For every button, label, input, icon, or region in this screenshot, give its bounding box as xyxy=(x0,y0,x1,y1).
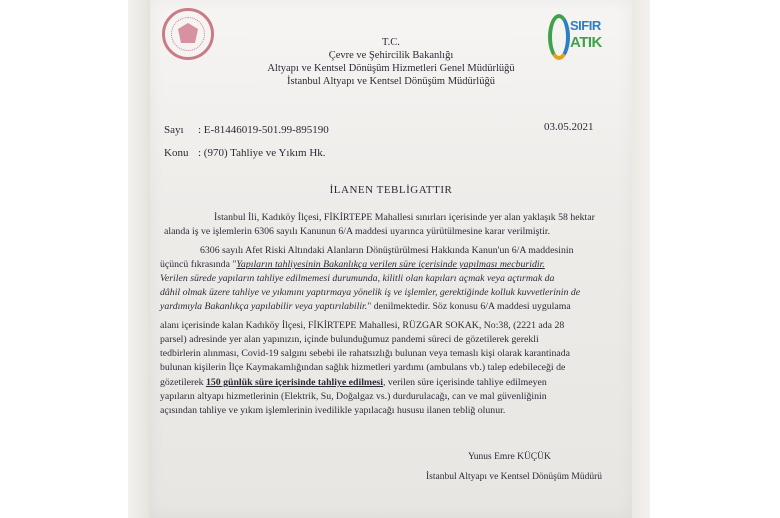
body-text: " denilmektedir. Söz konusu 6/A maddesi uygulama xyxy=(367,301,571,312)
body-line: açısından tahliye ve yıkım işlemlerinin ivedilikle yapılacağı hususu ilanen tebliğ olunur. xyxy=(160,405,506,416)
quoted-law-text: yardımıyla Bakanlıkça yapılabilir veya yaptırılabilir. xyxy=(160,301,368,312)
signatory-name: Yunus Emre KÜÇÜK xyxy=(468,452,551,462)
body-line: bulunan kişilerin İlçe Kaymakamlığından sağlık hizmetleri yardımı (ambulans vb.) talep edebileceği de xyxy=(160,362,566,373)
body-line: tedbirlerin alınması, Covid-19 salgını sebebi ile rahatsızlığı bulunan veya temaslı kişi olarak karantinada xyxy=(160,348,570,359)
body-line: İstanbul İli, Kadıköy İlçesi, FİKİRTEPE Mahallesi sınırları içerisinde yer alan yaklaşık 58 hektar xyxy=(214,212,595,223)
body-line: alanı içerisinde kalan Kadıköy İlçesi, FİKİRTEPE Mahallesi, RÜZGAR SOKAK, No:38, (2221 ada 28 xyxy=(160,320,565,331)
body-line: alanda iş ve işlemlerin 6306 sayılı Kanunun 6/A maddesi uyarınca yürütülmesine karar verilmiştir. xyxy=(164,226,551,237)
konu-value: : (970) Tahliye ve Yıkım Hk. xyxy=(198,147,326,159)
logo-text-bottom: ATIK xyxy=(570,34,602,51)
body-line xyxy=(160,377,547,388)
body-line: yapıların altyapı hizmetlerinin (Elektrik, Su, Doğalgaz vs.) durdurulacağı, can ve mal güvenliğinin xyxy=(160,391,547,402)
quoted-law-text: Yapıların tahliyesinin Bakanlıkça verilen süre içerisinde yapılması mecburidir. xyxy=(236,259,545,270)
header-line-2: Çevre ve Şehircilik Bakanlığı xyxy=(328,50,454,61)
header-line-3: Altyapı ve Kentsel Dönüşüm Hizmetleri Genel Müdürlüğü xyxy=(267,63,515,74)
body-line: Verilen sürede yapıların tahliye edilmemesi durumunda, kilitli olan kapıları açmak veya açtırmak da xyxy=(160,273,555,284)
logo-text-top: SIFIR xyxy=(570,18,601,33)
konu-label: Konu xyxy=(164,147,189,159)
body-line: dâhil olmak üzere tahliye ve yıkımını yaptırmaya yönelik iş ve işlemler, gerektiğinde kolluk kuvvetlerinin de xyxy=(160,287,581,298)
header-line-4: İstanbul Altyapı ve Kentsel Dönüşüm Müdürlüğü xyxy=(287,76,495,87)
body-line xyxy=(160,301,571,312)
body-line: parsel) adresinde yer alan yapınızın, içinde bulunduğumuz pandemi süreci de gözetilerek gerekli xyxy=(160,334,539,345)
body-line: 6306 sayılı Afet Riski Altındaki Alanların Dönüştürülmesi Hakkında Kanun'un 6/A maddesinin xyxy=(200,245,574,256)
notice-document xyxy=(150,0,632,518)
header-line-1: T.C. xyxy=(382,37,400,48)
body-text: , verilen süre içerisinde tahliye edilmeyen xyxy=(382,377,547,388)
deadline-text: 150 günlük süre içerisinde tahliye edilmesi xyxy=(205,377,383,388)
body-line xyxy=(160,259,545,270)
notice-title: İLANEN TEBLİGATTIR xyxy=(329,184,453,196)
signatory-office: İstanbul Altyapı ve Kentsel Dönüşüm Müdürü xyxy=(426,472,602,482)
document-date: 03.05.2021 xyxy=(544,121,594,133)
sayi-label: Sayı xyxy=(164,124,184,136)
body-text: gözetilerek xyxy=(160,377,206,388)
body-text: üçüncü fıkrasında " xyxy=(160,259,237,270)
sayi-value: : E-81446019-501.99-895190 xyxy=(198,124,329,136)
